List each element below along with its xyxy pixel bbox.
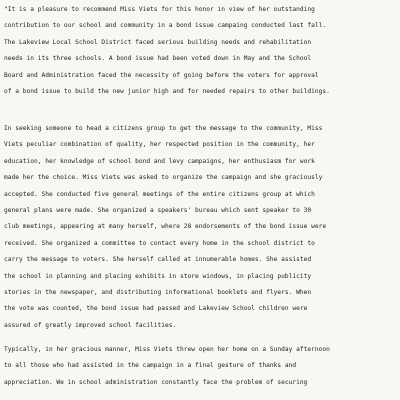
paragraph-thanks-gathering <box>4 342 398 391</box>
text-line: Board and Administration faced the necessity of going before the voters for approval <box>4 71 319 79</box>
text-line: to all those who had assisted in the campaign in a final gesture of thanks and <box>4 362 297 370</box>
text-line: education, her knowledge of school bond and levy campaigns, her enthusiasm for work <box>4 157 315 165</box>
text-line: needs in its three schools. A bond issue had been voted down in May and the School <box>4 55 312 63</box>
text-line: accepted. She conducted five general meetings of the entire citizens group at which <box>4 190 315 198</box>
text-line: Typically, in her gracious manner, Miss Viets threw open her home on a Sunday afternoon <box>4 346 330 353</box>
text-line: club meetings, appearing at many herself, where 28 endorsements of the bond issue were <box>4 223 327 231</box>
paragraph-campaign-leadership <box>4 121 398 334</box>
text-line: of a bond issue to build the new junior high and for needed repairs to other buildings. <box>4 88 330 96</box>
text-line: carry the message to voters. She herself called at innumerable homes. She assisted <box>4 256 312 264</box>
text-line: assured of greatly improved school facilities. <box>4 321 177 329</box>
text-line: "It is a pleasure to recommend Miss Viets for this honor in view of her outstanding <box>4 6 315 13</box>
text-line: the vote was counted, the bond issue had passed and Lakeview School children were <box>4 305 308 313</box>
text-line: general plans were made. She organized a speakers' bureau which sent speaker to 30 <box>4 207 312 215</box>
text-line: made her the choice. Miss Viets was asked to organize the campaign and she graciously <box>4 174 323 182</box>
text-line: appreciation. We in school administration constantly face the problem of securing <box>4 378 308 386</box>
text-line: The Lakeview Local School District faced serious building needs and rehabilitation <box>4 38 312 46</box>
text-line: stories in the newspaper, and distributing informational booklets and flyers. When <box>4 289 312 297</box>
text-line: the school in planning and placing exhibits in store windows, in placing publicity <box>4 272 312 280</box>
paragraph-bond-issue-intro <box>4 2 398 100</box>
text-line: In seeking someone to head a citizens group to get the message to the community, Miss <box>4 125 323 132</box>
text-line: Viets peculiar combination of quality, her respected position in the community, her <box>4 141 315 149</box>
text-line: received. She organized a committee to contact every home in the school district to <box>4 239 315 247</box>
text-line: contribution to our school and community in a bond issue campaing conducted last fall. <box>4 22 327 30</box>
